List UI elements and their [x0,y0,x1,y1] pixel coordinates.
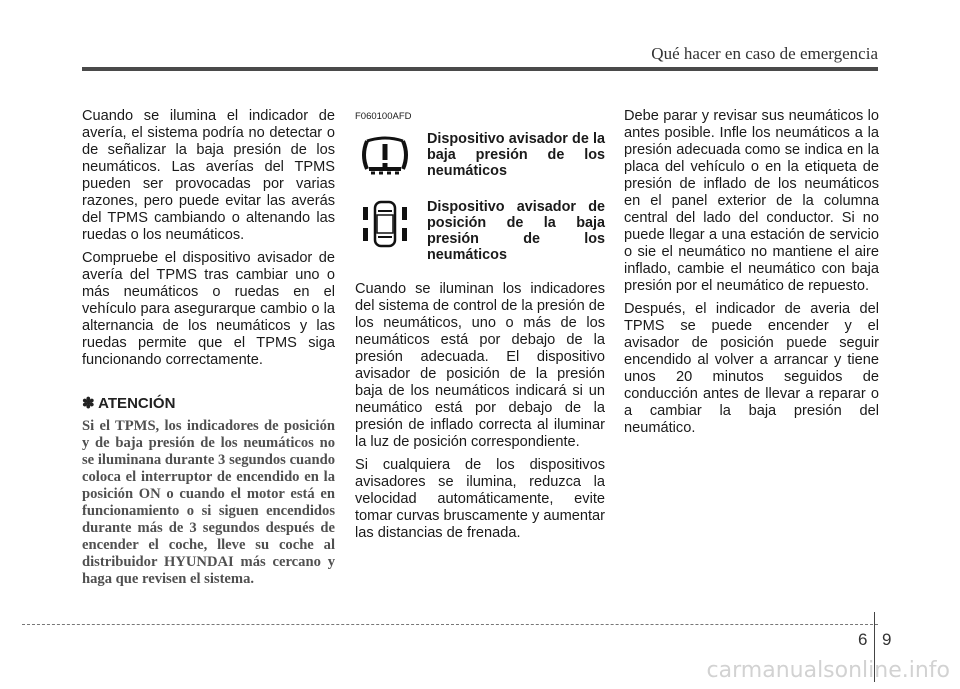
col1-paragraph-1: Cuando se ilumina el indicador de avería, el sistema podría no detectar o de señalizar la baja presión de los neumáticos. Las averías del TPMS pueden ser provocadas por varias razones, pero puede evitar las averás del TPMS cambiando o altenando las ruedas o los neumáticos. [82,108,335,243]
watermark: carmanualsonline.info [706,658,950,683]
page-section: 6 [858,630,868,649]
indicator-1 [355,131,605,181]
col3-paragraph-2: Después, el indicador de averia del TPMS se puede encender y el avisador de posición puede seguir encendido al volver a arrancar y tiene unos 20 minutos seguidos de conducción antes de llevar a reparar o a cambiar la baja presión del neumático. [624,301,879,436]
warning-title: ✽ ATENCIÓN [82,395,176,412]
column-3 [624,108,879,443]
column-2 [355,108,605,548]
header-title: Qué hacer en caso de emergencia [651,44,878,63]
tpms-warning-icon [355,131,415,181]
page-number: 9 [882,630,892,649]
col3-paragraph-1: Debe parar y revisar sus neumáticos lo antes posible. Infle los neumáticos a la presión adecuada como se indica en la placa del vehículo o en la etiqueta de presión de inflado de los neumáticos en el panel exterior de la columna central del lado del conductor. Si no puede llegar a una estación de servicio o sie el neumático no mantiene el aire inflado, cambie el neumático con baja presión por el neumático de repuesto. [624,108,879,294]
indicator-1-label: Dispositivo avisador de la baja presión de los neumáticos [427,131,605,179]
indicator-2-label: Dispositivo avisador de posición de la baja presión de los neumáticos [427,199,605,263]
figure-code: F060100AFD [355,111,412,122]
column-1 [82,108,335,594]
indicator-2 [355,199,605,263]
warning-text: Si el TPMS, los indicadores de posición y de baja presión de los neumáticos no se iluminana durante 3 segundos cuando coloca el interruptor de encendido en la posición ON o cuando el motor está en funcionamiento o si siguen encendidos durante más de 3 segundos después de encender el coche, lleve su coche al distribuidor HYUNDAI más cercano y haga que revisen el sistema. [82,418,335,587]
col1-paragraph-2: Compruebe el dispositivo avisador de avería del TPMS tras cambiar uno o más neumáticos o ruedas en el vehículo para asegurarque cambio o la alternancia de los neumáticos y las ruedas permite que el TPMS siga funcionando correctamente. [82,250,335,368]
tire-position-icon [355,199,415,249]
footer-rule [22,624,878,625]
col2-paragraph-2: Si cualquiera de los dispositivos avisadores se ilumina, reduzca la velocidad automáticamente, evite tomar curvas bruscamente y aumentar las distancias de frenada. [355,457,605,541]
col2-paragraph-1: Cuando se iluminan los indicadores del sistema de control de la presión de los neumáticos, uno o más de los neumáticos está por debajo de la presión adecuada. El dispositivo avisador de posición de la presión baja de los neumáticos indicará si un neumático está por debajo de la presión de inflado correcta al iluminar la luz de posición correspondiente. [355,281,605,450]
header-rule [82,67,878,71]
